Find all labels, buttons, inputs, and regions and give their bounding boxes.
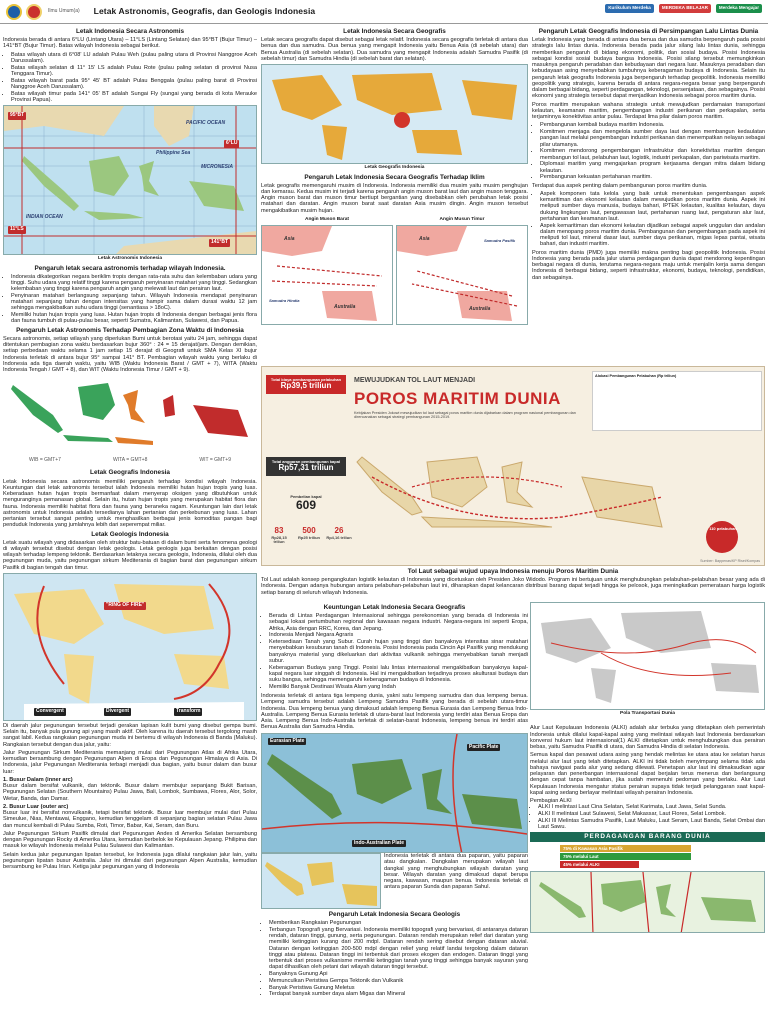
muson-barat-panel [261,216,393,325]
muson-barat-map [261,225,393,325]
perdagangan-bars [530,842,765,871]
geografis-text: Letak secara geografis dapat disebut sebagai letak relatif. Indonesia secara geografis terletak di antara dua benua dan dua samudra. Dua benua yang mengapit Indonesia yaitu Benua Asia (di sebelah utara) dan Benua Australia (di sebelah selatan). Dua samudra yang mengapit Indonesia adalah Samudra Pasifik (di sebelah timur) dan Samudra Hindia (di sebelah barat dan selatan). [261,37,528,62]
list-item: • Batas wilayah barat pada 95° 45' BT adalah Pulau Benggala (pulau paling barat di Provinsi Nanggroe Aceh Darussalam). [11,78,257,91]
header-tag: Ilmu Umum(a) [48,7,80,14]
astronomis-list [3,52,257,104]
busur-luar-title: 2. Busur Luar (outer arc) [3,803,69,810]
poster-description: Kebijakan Presiden Jokowi mewujudkan tol laut sebagai poros maritim dunia dijabarkan dalam program nasional pembangunan dan direncanakan sebagai strategi pembangunan 2015-2019. [354,411,576,420]
wib-legend: WIB = GMT+7 [29,456,61,463]
world-map [262,65,527,164]
column-left [3,26,257,872]
keuntungan-list [261,613,528,690]
busur-dalam-text: Busur dalam bersifat vulkanik, dan tektonik. Busur dalam membujur sepanjang Bukit Barisan, Pegunungan Selatan (Southern Mountains) Pulau Jawa, Bali, Lombok, Sumbawa, Flores, Alor, Solor, Wetar, Banda, dan Damar. [3,783,257,802]
list-item: • Memiliki Banyak Destinasi Wisata Alam yang Indah [269,684,528,690]
list-item: • Batas wilayah selatan di 11° 15' LS adalah Pulau Rote (pulau paling selatan di provinsi Nusa Tenggara Timur). [11,65,257,78]
geografis-bawah-text: Letak Indonesia secara astronomis memiliki pengaruh terhadap kondisi wilayah Indonesia. Keuntungan dari letak astronomis tersebut ialah Indonesia memiliki hutan hujan tropis yang luas. Keberadaan hutan hujan tropis bermanfaat dalam menyerap oksigen yang dibutuhkan untuk menguranginya pemanasan global. Selain itu, hutan hujan tropis yang merupakan habitat flora dan fauna. Indonesia memiliki habitat flora dan fauna yang beraneka ragam. Keuntungan lain dari letak astronomis untuk Indonesia adalah tersedianya lahan pertanian dan perkebunan yang luas. Lahan pertanian tersebut sangat penting untuk menghasilkan berbagai jenis komoditas pangan bagi penduduk Indonesia yang jumlahnya lebih dari seperempat miliar. [3,478,257,529]
world-plates-map [4,574,256,721]
tol-laut-text: Tol Laut adalah konsep pengangkutan logistik kelautan di Indonesia yang dicetuskan oleh Presiden Joko Widodo. Program ini bertujuan untuk menghubungkan pelabuhan-pelabuhan besar yang ada di Indonesia. Dengan adanya hubungan antara pelabuhan-pelabuhan laut ini, diharapkan dapat kelancaran distribusi barang dapat terjadi hingga ke pelosok, juga meningkatkan pemerataan harga logistik setiap barang di seluruh wilayah Indonesia. [261,577,765,596]
astronomis-map [3,105,257,255]
header-badges [605,4,762,13]
time-zone-map [3,375,255,455]
ports-panel [592,371,762,431]
page-title: Letak Astronomis, Geografis, dan Geologis Indonesia [93,5,316,16]
sea-label: MICRONESIA [201,164,233,171]
list-item: • Pembangunan kekuatan pertahanan maritim. [540,174,765,180]
ls11-label: 11°LS [10,226,24,233]
column-right [532,26,765,283]
stat-label: Total biaya pembangunan pelabuhan [270,377,342,382]
transform-legend: Transform [176,707,201,714]
busur-dalam-title: 1. Busur Dalam (inner arc) [3,776,73,783]
world-shipping-map [531,603,764,710]
ship-cost: Rp4,16 triliun [326,534,352,540]
paparan-text: Indonesia terletak di antara dua paparan, yaitu paparan atau dangkalan. Dangkalan merupakan wilayah laut dangkal yang menghubungkan wilayah daratan yang besar. Wilayah daratan yang dimaksud dapat berupa negara, kawasan, maupun benua. Indonesia terletak di antara paparan Sunda dan paparan Sahul. [384,853,528,891]
pola-transport-section [530,602,765,933]
alki-pembagian-title: Pembagian ALKI [530,798,572,805]
pengaruh-geologis-list [261,920,528,998]
wita-legend: WITA = GMT+8 [113,456,148,463]
ship-cost: Rp28,15 triliun [271,534,287,545]
ship-count: 83 [274,526,284,535]
bar-asia-pasifik [560,845,735,852]
indo-australian-plate-label: Indo-Australian Plate [354,839,405,846]
astronomis-intro: Indonesia berada di antara 6°LU (Lintang Utara) – 11°LS (Lintang Selatan) dan 95°BT (Bujur Timur) – 141°BT (Bujur Timur). Batas wilayah Indonesia sebagai berikut. [3,37,257,50]
logo-icon [6,4,22,20]
australia-label: Australia [469,306,491,313]
merdeka-belajar-badge: MERDEKA BELAJAR [659,4,711,13]
ship-stat [296,527,322,545]
pola-transport-caption: Pola Transportasi Dunia [620,711,675,716]
keuntungan-section [261,602,528,853]
list-item: • Komitmen menjaga dan mengelola sumber daya laut dengan membangun kedaulatan pangan laut melalui pengembangan industri perikanan dan menempatkan nelayan sebagai pilar utamanya. [540,129,765,148]
ship-count: 26 [334,526,344,535]
stat-anggaran-kapal [266,457,346,476]
list-item: • Memunculkan Peristiwa Gempa Tektonik dan Vulkanik [269,978,528,984]
wit-legend: WIT = GMT+9 [199,456,231,463]
muson-maps [261,216,528,325]
list-item: • Terbangun Topografi yang Bervariasi. Indonesia memiliki topografi yang bervariasi, di antaranya dataran rendah, dataran tinggi, gunung, serta pegunungan. Dataran rendah merupakan relief dari daratan yang memiliki ketinggian kurang dari 200 mdpl. Dataran rendah sering disebut dengan dataran aluvial. Dataran dengan ketinggian 200-500 mdpl dengan relief yang relatif landai tergolong dalam dataran tinggi atau plateau. Dataran tinggi ini terbentuk dari proses ekogen dan endogen. Dataran tinggi yang terbentuk dari proses vulkanisme memiliki ketinggian tanah yang tinggi sehingga banyak sayuran yang dapat dihasilkan oleh petani dari wilayah dataran tinggi tersebut. [269,927,528,971]
astronomis-map-caption: Letak Astronomis Indonesia [97,256,163,262]
paparan-svg [262,854,380,909]
paparan-map [261,853,381,909]
geologis-title: Letak Geologis Indonesia [91,530,169,538]
kurikulum-merdeka-badge: Kurikulum Merdeka [605,4,654,13]
muson-timur-panel [396,216,528,325]
perdagangan-title: PERDAGANGAN BARANG DUNIA [530,832,765,841]
list-item: • Indonesia Menjadi Negara Agraris [269,632,528,638]
bt95-label: 95°BT [10,112,25,119]
list-item: • Keberagaman Budaya yang Tinggi. Posisi lalu lintas internasional mengakibatkan banyaknya kapal-kapal negara luar singgah di Indonesia. Hal ini mengakibatkan terjadinya proses akulturasi budaya dan suku bangsa, sehingga memengaruhi keberagaman budaya di Indonesia. [269,665,528,684]
bar-fill: 75% melalui Laut [560,853,691,860]
geologis-text: Letak suatu wilayah yang didasarkan oleh struktur batu-batuan di dalam bumi serta fenomena geologi di wilayah tersebut disebut dengan letak geologis. Letak geologis juga berkaitan dengan posisi wilayah terhadap lempeng tektonik. Berdasarkan letaknya secara geologis, Indonesia, dilalui oleh dua pegunungan muda, yaitu pegunungan sirkum Mediterania di bagian barat dan pegunungan sirkum Pasifik di bagian tengah dan timur. [3,539,257,571]
alki-svg [531,872,764,933]
pasifik-text: Jalur Pegunungan Sirkum Pasifik dimulai dari Pegunungan Andes di Amerika Selatan bersambung dengan Pegunungan Rocky di Amerika Utara, kemudian berbelok ke Kepulauan Jepang. Philipina dan masuk ke wilayah Indonesia melalui Pulau Sulawesi dan Kalimantan. [3,830,257,850]
list-item: • Ketersediaan Tanah yang Subur. Curah hujan yang tinggi dan banyaknya intensitas sinar matahari menyebabkan kesuburan tanah di Indonesia. Posisi Indonesia pada Cincin Api Pasifik yang mendukung banyaknya material yang dikeluarkan dari aktivitas vulkanik sehingga menyebabkan tanah menjadi subur. [269,639,528,664]
lu6-label: 6°LU [226,140,238,147]
bar-fill: 45% melalui ALKI [560,861,639,868]
paparan-section [261,853,528,1000]
list-item: • Aspek komponen tata kelola yang baik untuk menentukan pengembangan aspek kemaritiman dan ekonomi kelautan dalam mewujudkan poros maritim dunia. Aspek ini meliputi sumber daya manusia, budaya bahari, IPTEK kelautan, kualitas kelautan, daya dukung lingkungan laut, pengawasan laut, pertahanan ruang laut, pengaturan alur laut, pertahanan dan keamanan laut. [540,191,765,222]
bar-alki [560,861,735,868]
sea-label: INDIAN OCEAN [26,214,63,221]
list-item: • Banyaknya Gunung Api [269,971,528,977]
pola-transport-map [530,602,765,710]
alki-text-2: Semua kapal dan pesawat udara asing yang hendak melintas ke utara atau ke selatan harus melalui alur laut yang telah ditetapkan. ALKI ini tidak boleh menyimpang selama tidak ada bahaya navigasi pada alur yang sedang dilewati. Penetapan alur laut ini dimaksudkan agar pelayaran dan penerbangan internasional dapat berjalan terus menerus dan berlangsung dengan cepat tanpa hambatan, jika sudah memenuhi pedoman yang berlaku. Alur Laut Kepulauan Indonesia mengatur status perairan supaya tidak terjadi pelanggaran saat kapal-kapal asing sedang berlayar melintasi wilayah perairan Indonesia. [530,752,765,796]
pasifik-label: Samudra Pasifik [484,238,516,244]
australia-label: Australia [334,304,356,311]
geografis-iklim-text: Letak geografis memengaruhi musim di Indonesia. Indonesia memiliki dua musim yaitu musim penghujan dan kemarau. Kedua musim ini terjadi karena pengaruh angin muson barat laut dan angin muson tenggara. Angin muson barat dan muson timur bertiupt bergantian yang disebabkan oleh perubahan letak posisi matahari dan daratan. Angin muson barat saat daratan Asia musim dingin. Angin muson tersebut mengakibatkan musim hujan. [261,182,528,214]
geografis-map-caption: Letak Geografis Indonesia [364,165,425,171]
list-item: • Terdapat banyak sumber daya alam Migas dan Mineral [269,991,528,997]
list-item: • Penyinaran matahari berlangsung sepanjang tahun. Wilayah Indonesia mendapat penyinaran matahari sepanjang tahun dengan intensitas yang hampir sama dalam durasi waktu 12 jam sehingga mengakibatkan suhu udara tinggi (senantiasa > 18oC). [11,293,257,312]
ships-row [266,527,352,545]
list-item: • Memberikan Rangkaian Pegunungan [269,920,528,926]
poros-maritim-poster-wrap [261,366,765,598]
indonesia-grid-map [4,106,256,255]
list-item: • Diplomasi maritim yang mengajarkan program kerjasama dengan mitra dalam bidang kelautan. [540,161,765,174]
poster-subtitle: MEWUJUDKAN TOL LAUT MENJADI [354,377,476,384]
ship-stat [266,527,292,545]
aspek-intro: Terdapat dua aspek penting dalam pembangunan poros maritim dunia. [532,182,708,189]
persimpangan-title: Pengaruh Letak Geografis Indonesia di Persimpangan Lalu Lintas Dunia [538,28,759,35]
list-item: • ALKI II melintasi Laut Sulawesi, Selat Makassar, Laut Flores, Selat Lombok. [538,811,765,817]
alki-list [530,804,765,830]
convergent-legend: Convergent [36,707,64,714]
alki-text: Alur Laut Kepulauan Indonesia (ALKI) adalah alur terbuka yang ditetapkan oleh pemerintah Indonesia untuk dilalui kapal-kapal asing yang melintasi wilayah laut Indonesia berdasarkan konvensi hukum laut internasional(1) ALKI ditetapkan untuk menghubungkan dua perairan bebas, yaitu Samudra Pasifik di utara, dan Samudra Hindia di selatan Indonesia. [530,725,765,751]
astronomis-title: Letak Indonesia Secara Astronomis [75,28,185,35]
garuda-logo-icon [26,4,42,20]
stat-label: Total anggaran pembangunan kapal [271,459,341,464]
stat-value: 609 [295,498,317,513]
astronomis-iklim-title: Pengaruh letak secara astronomis terhadap wilayah Indonesia. [34,264,226,272]
ports-total: 110 pelabuhan [709,526,737,531]
geografis-map [261,64,528,164]
muson-timur-title: Angin Musun Timur [439,216,485,222]
poros-intro: Poros maritim merupakan wahana strategis untuk mewujudkan perdamaian transportasi kelautan, keamanan maritim, pengembangan industri perikanan dan perkapalan, serta terjaminnya konektivitas antar pulau. Terdapat lima pilar dalam poros maritim. [532,101,765,121]
tol-laut-title: Tol Laut sebagai wujud upaya Indonesia menuju Poros Maritim Dunia [407,568,619,575]
list-item: • Indonesia dikategorikan negara beriklim tropis dengan rata-rata suhu dan kelembaban udara yang tinggi. Suhu udara yang relatif tinggi karena pengaruh penyinaran matahari yang tinggi. Sedangkan kelembaban yang tinggi karena pengaruh angin yang melewati laut dan perairan laut. [11,274,257,293]
lempeng-text: Indonesia terletak di antara tiga lempeng dunia, yakni satu lempeng samudra dan dua lempeng benua. Lempeng samudra tersebut adalah Lempeng Samudra Pasifik yang berada di sebelah utara-timur Indonesia. Dua lempeng benua yang dimaksud adalah lempeng Benua Eurasia dan Lempeng Benua Indo-Australia. Lempeng Benua Eurasia terletak di utara-barat laut Indonesia yang terdiri atas Benua Eropa dan Asia. Lempeng Benua Indo-Australia terletak di selatan-barat Indonesia, lempeng benua ini terdiri atas Benua Australia dan Samudra Hindia. [261,693,528,731]
stat-label: Pembelian kapal [290,494,322,499]
pengaruh-geologis-title: Pengaruh Letak Indonesia Secara Geologis [328,911,461,918]
alki-map [530,871,765,933]
ship-count: 500 [302,526,316,535]
zona-waktu-text: Secara astronomis, setiap wilayah yang diperlukan Bumi untuk berotasi yaitu 24 jam, sehingga dapat ditentukan pembagian zona waktu berdasarkan bujur 360° : 24 = 15 derajat/jam. Dengan demikian, setiap perbedaan waktu selama 1 jam setiap 15 derajat di Geografi untuk SMA Kelas XI bujur Indonesia terletak di antara bujur 95° sampai 141° BT. Pembagian wilayah waktu yang berlaku di Indonesia ada tiga daerah waktu, yaitu WIB (Waktu Indonesia Barat / GMT + 7), WITA (Waktu Indonesia Tengah / GMT + 8), dan WIT (Waktu Indonesia Timur / GMT + 9). [3,335,257,374]
poster-title: POROS MARITIM DUNIA [354,389,561,408]
astronomis-iklim-list [3,274,257,325]
merdeka-mengajar-badge: Merdeka Mengajar [716,4,762,13]
list-item: • Komitmen mendorong pengembangan infrastruktur dan konektivitas maritim dengan membangun tol laut, pelabuhan laut, logistik, industri perkapalan, dan pariwisata maritim. [540,148,765,161]
poster-credit: Sumber: Bappenas/KP Riset/Kompas [700,558,760,563]
pilar-list [532,122,765,180]
geografis-title: Letak Indonesia Secara Geografis [343,28,446,35]
stat-value: Rp39,5 triliun [280,381,332,391]
aspek-list [532,191,765,248]
list-item: • Batas wilayah utara di 6°08' LU adalah Pulau Weh (pulau paling utara di Provinsi Nanggroe Aceh Darussalam). [11,52,257,65]
list-item: • Berada di Lintas Perdagangan Internasional sehingga perekonomian yang berada di Indonesia ini sebagai lokasi pertumbuhan regional dan kawasan negara industri. Negara-negara ini seperti Eropa, Afrika, Asia dengan RRC, Korea, dan Jepang. [269,613,528,632]
list-item: • Aspek kemaritiman dan ekonomi kelautan dijadikan sebagai aspek unggulan dan andalan dalam menopang poros maritim dunia. Pembangunan dan pengembangan pada aspek ini meliputi tol laut, mineral dasar laut, sumber daya perikanan, migas lepas pantai, wisata bahari, dan industri maritim. [540,223,765,248]
list-item: • ALKI I melintasi Laut Cina Selatan, Selat Karimata, Laut Jawa, Selat Sunda. [538,804,765,810]
poros-maritim-poster [261,366,765,566]
list-item: • Batas wilayah timur pada 141° 05' BT adalah Sungai Fly (sungai yang berada di kota Merauke Provinsi Papua). [11,91,257,104]
zona-waktu-title: Pengaruh Letak Astronomis Terhadap Pembagian Zona Waktu di Indonesia [16,326,244,334]
divergent-legend: Divergent [106,707,130,714]
list-item: • ALKI III Melintas Samudra Pasifik, Laut Maluku, Laut Seram, Laut Banda, Selat Ombai dan Laut Sawu. [538,818,765,831]
plates-map [261,733,528,853]
stat-pembelian-kapal [266,495,346,513]
asia-label: Asia [419,236,430,243]
geologis-text-2: Di daerah jalur pegunungan tersebut terjadi gerakan lapisan kulit bumi yang disebut gempa bumi. Selain itu, banyak pula gunung api yang masih aktif. Oleh karena itu daerah tersebut tergolong masih sangat labil. Kedua rangkaian pegunungan muda ini bertemu di wilayah Indonesia di Banda (Maluku). Rangkaian tersebut dengan dua jalur, yaitu: [3,722,257,748]
sea-label: Philippine Sea [156,150,191,157]
stat-biaya-pelabuhan [266,375,346,394]
zona-waktu-map [3,375,257,467]
mediterania-text: Jalur Pegunungan Sirkum Mediterania memanjang mulai dari Pegunungan Atlas di Afrika Utara, kemudian bersambung dengan Pegunungan Alpen di Eropa dan Pegunungan Himalaya di Asia. Di Indonesia, jalur Pegunungan Mediterania terbagi menjadi dua bagian, yaitu busur dalam dan busur luar: [3,749,257,775]
ports-title: Alokasi Pembangunan Pelabuhan (Rp triliun) [595,374,677,378]
hindia-label: Samudra Hindia [269,298,300,304]
asia-label: Asia [284,236,295,243]
bar-laut [560,853,735,860]
plates-svg [262,734,527,853]
list-item: • Banyak Peristiwa Gunung Meletus [269,985,528,991]
pacific-plate-label: Pacific Plate [469,743,499,750]
eurasian-plate-label: Eurasian Plate [270,737,305,744]
ship-cost: Rp25 triliun [297,534,320,540]
ship-stat [326,527,352,545]
stat-value: Rp57,31 triliun [278,463,334,473]
muson-timur-map [396,225,528,325]
bar-fill: 75% di Kawasan Asia Pasifik [560,845,691,852]
muson-barat-title: Angin Muson Barat [305,216,349,222]
busur-luar-text: Busur luar ini bersifat nonvulkanik, tetapi bersifat tektonik. Busur luar membujur mulai dari Pulau Simeulue, Nias, Mentawai, Enggano, kemudian tenggelam di sepanjang bagian selatan Pulau Jawa dan muncul kembali di Pulau Sumba, Roti, Timor, Babar, Kai, Seram, dan Buru. [3,810,257,829]
keuntungan-title: Keuntungan Letak Indonesia Secara Geografis [323,604,466,611]
page-header [0,0,768,24]
persimpangan-text: Letak Indonesia yang berada di antara dua benua dan dua samudra berpengaruh pada posisi strategis lalu lintas dunia. Indonesia berada pada jalur silang lalu lintas dunia, sehingga memberikan pengaruh di bidang ekonomi, politik, dan sosial budaya. Posisi Indonesia sebagai kondisi sosial budaya bangsa Indonesia. Posisi silang tersebut memungkinkan masuknya pengaruh peradaban dan kebudayaan dari negara luar. Masuknya peradaban dan kebudayaan asing menyebabkan tumbuhnya keberagaman budaya di Indonesia. Selain itu pengaruh letak geografis Indonesia juga berpengaruh terhadap geopolitik. Indonesia memiliki geopolitik yang strategis, karena berada di antara negara-negara besar yang berpengaruh dalam berbagai bidang, seperti perdagangan, teknologi, persenjataan, dan sebagainya. Posisi ekonomi yang strategis tersebut dapat menjadikan Indonesia sebagai poros maritim dunia. [532,37,765,100]
geografis-bawah-title: Letak Geografis Indonesia [90,469,170,477]
ring-of-fire-label: "RING OF FIRE" [106,601,145,608]
list-item: • Pembangunan kembali budaya maritim Indonesia. [540,122,765,128]
pmd-text: Poros maritim dunia (PMD) juga memiliki makna penting bagi geopolitik Indonesia. Posisi Indonesia yang berada pada jalur utama perdagangan dunia dapat mendorong kepentingan berbagai negara di dunia, terutama negara-negara maju untuk menjalin kerja sama dengan Indonesia di berbagai bidang, seperti infrastruktur, ekonomi, budaya, teknologi, pendidikan, dan sebagainya. [532,249,765,281]
geografis-iklim-title: Pengaruh Letak Indonesia Secara Geografis Terhadap Iklim [304,173,485,181]
list-item: • Memiliki hutan hujan tropis yang luas. Hutan hujan tropis di Indonesia dengan berbagai jenis flora dan fauna tumbuh di pulau-pulau besar, seperti Sumatra, Kalimantan, Sulawesi, dan Papua. [11,312,257,325]
ring-of-fire-map [3,573,257,721]
pasifik-text-2: Selain kedua jalur pegunungan lipatan tersebut, ke Indonesia juga dilalui rangkaian jalur lain, yaitu pegunungan lipatan busur Australia. Jalur ini dimulai dari pegunungan Alpen Australia, kemudian bersambung ke Pulau Irian. Ketiga jalur pegunungan yang di Indonesia [3,851,257,871]
bt141-label: 141°BT [211,239,229,246]
sea-label: PACIFIC OCEAN [186,120,226,127]
column-middle [261,26,528,325]
